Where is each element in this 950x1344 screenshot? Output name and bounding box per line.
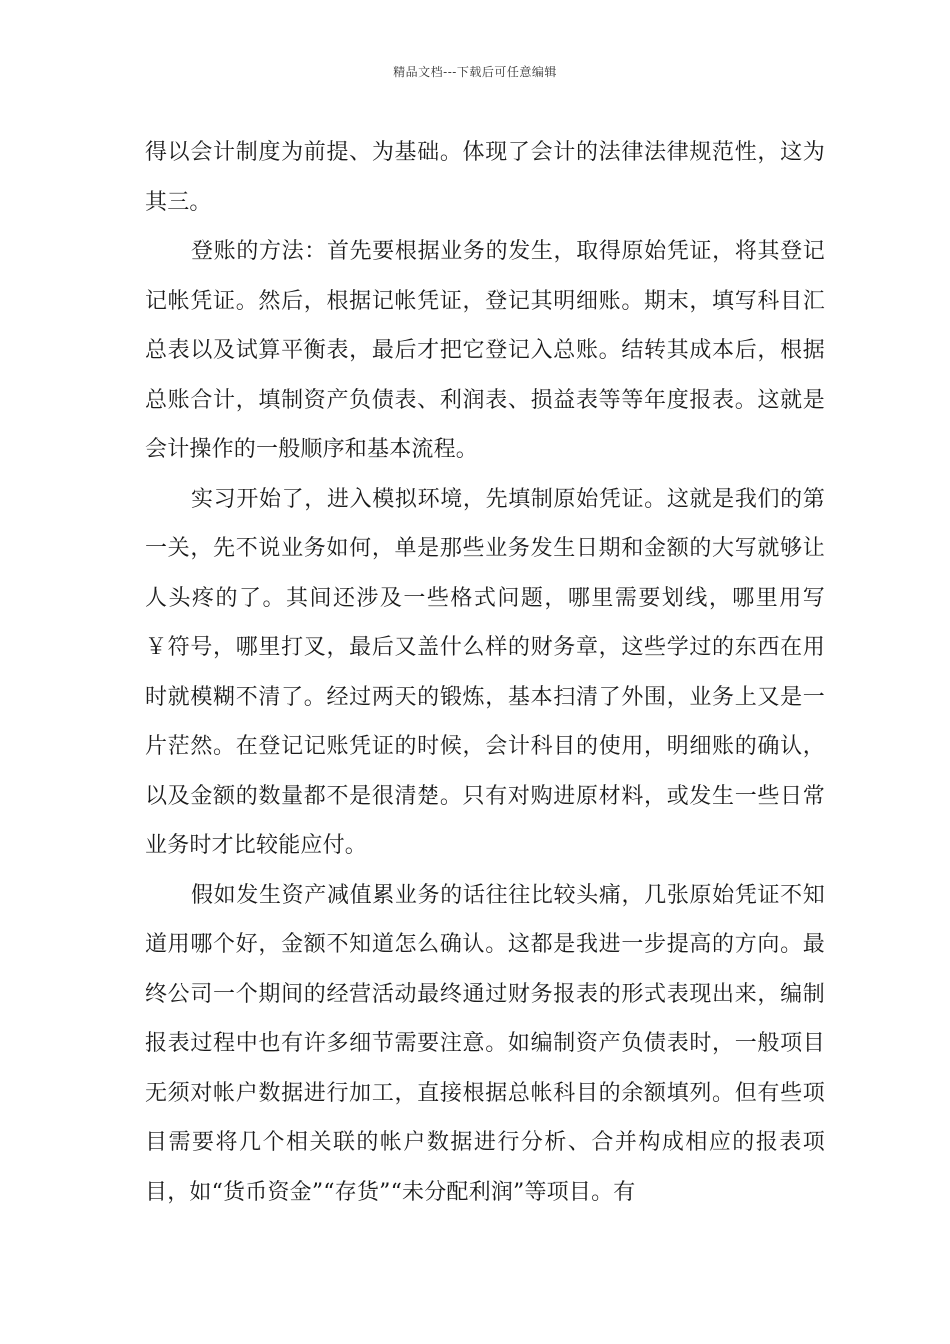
paragraph-3: 实习开始了，进入模拟环境，先填制原始凭证。这就是我们的第一关，先不说业务如何，单是那些业务发生日期和金额的大写就够让人头疼的了。其间还涉及一些格式问题，哪里需要划线，哪里用写￥符号，哪里打叉，最后又盖什么样的财务章，这些学过的东西在用时就模糊不清了。经过两天的锻炼，基本扫清了外围，业务上又是一片茫然。在登记记账凭证的时候，会计科目的使用，明细账的确认，以及金额的数量都不是很清楚。只有对购进原材料，或发生一些日常业务时才比较能应付。 [145,486,825,858]
page-header: 精品文档---下载后可任意编辑 [393,65,557,79]
paragraph-4: 假如发生资产减值累业务的话往往比较头痛，几张原始凭证不知道用哪个好，金额不知道怎么确认。这都是我进一步提高的方向。最终公司一个期间的经营活动最终通过财务报表的形式表现出来，编制报表过程中也有许多细节需要注意。如编制资产负债表时，一般项目无须对帐户数据进行加工，直接根据总帐科目的余额填列。但有些项目需要将几个相关联的帐户数据进行分析、合并构成相应的报表项目，如“货币资金”“存货”“未分配利润”等项目。有 [145,882,825,1205]
document-body [145,128,825,1217]
paragraph-2: 登账的方法：首先要根据业务的发生，取得原始凭证，将其登记记帐凭证。然后，根据记帐凭证，登记其明细账。期末，填写科目汇总表以及试算平衡表，最后才把它登记入总账。结转其成本后，根据总账合计，填制资产负债表、利润表、损益表等等年度报表。这就是会计操作的一般顺序和基本流程。 [145,239,825,462]
paragraph-1: 得以会计制度为前提、为基础。体现了会计的法律法律规范性，这为其三。 [145,140,825,215]
